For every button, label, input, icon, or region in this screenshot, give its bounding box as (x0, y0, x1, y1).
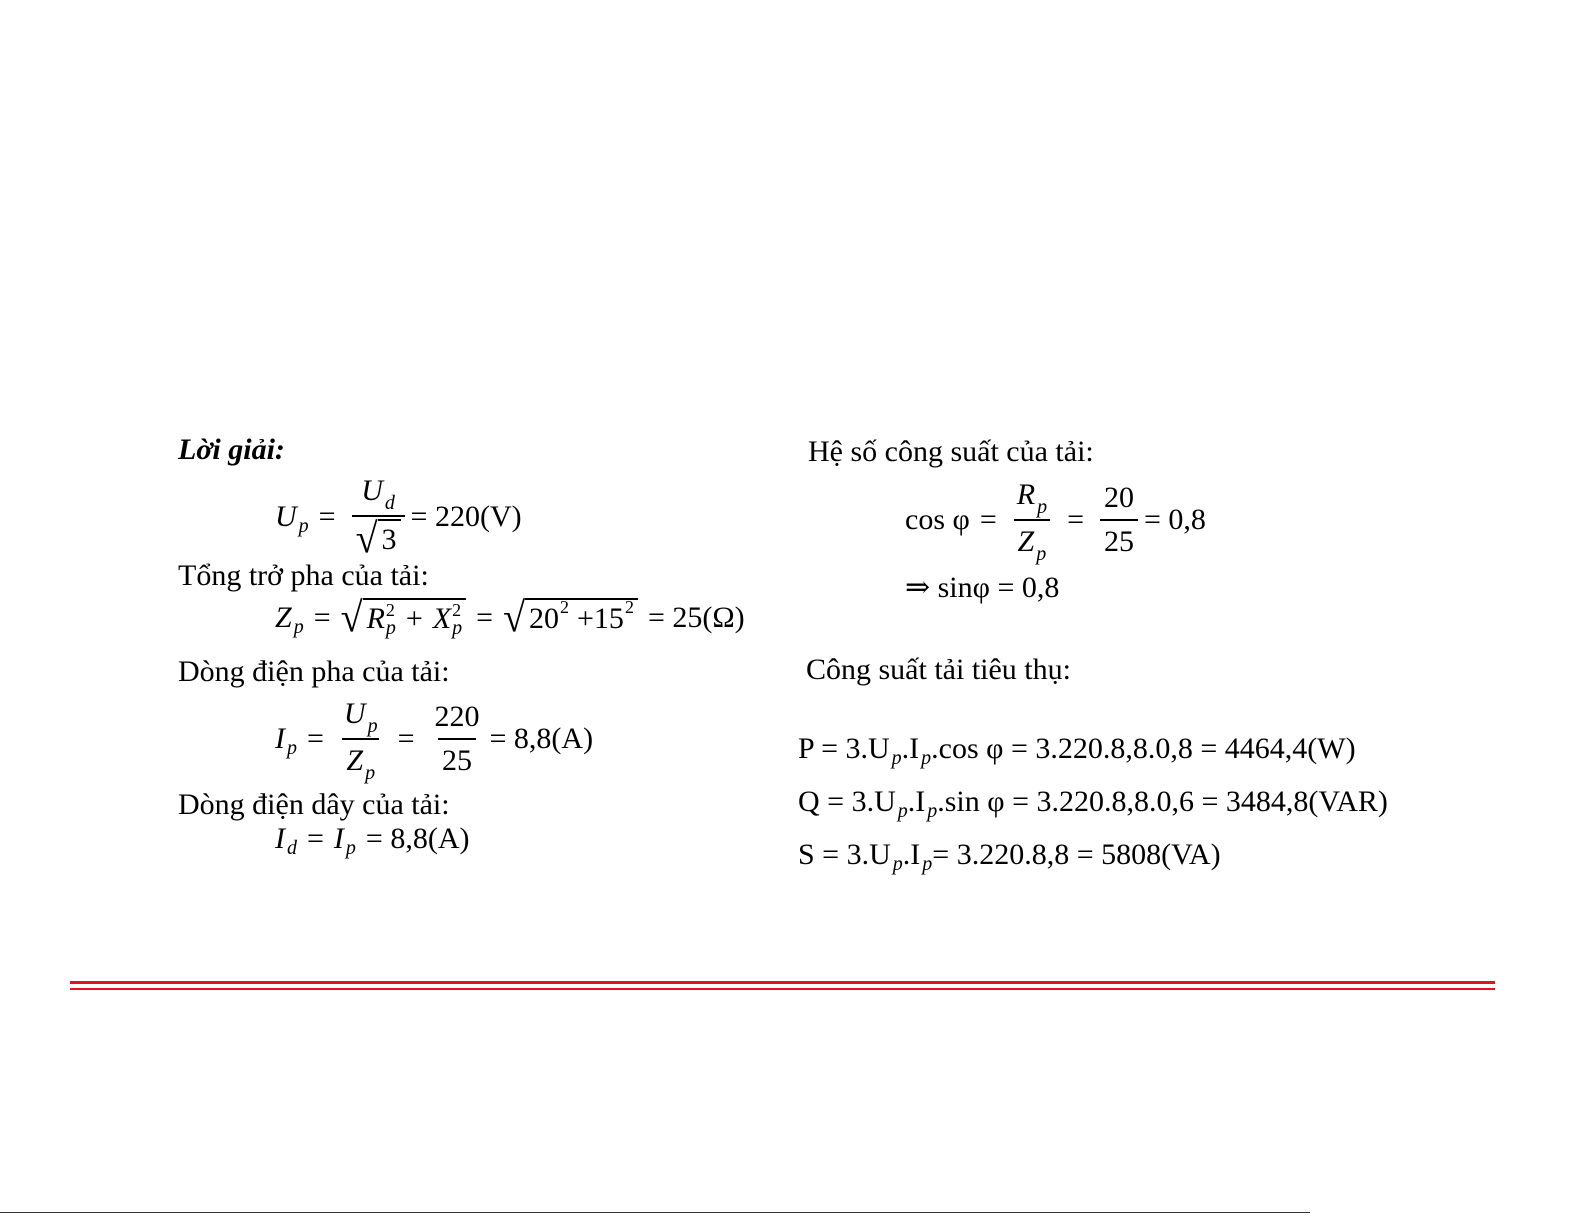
expression: .I (901, 732, 920, 765)
denominator: 25 (438, 738, 476, 780)
equation-active-power (798, 732, 1356, 769)
label-phase-current: Dòng điện pha của tải: (178, 655, 450, 688)
superscript: 2 (624, 596, 634, 617)
expression: .sin φ = 3.220.8,8.0,6 = 3484,8(VAR) (937, 785, 1388, 818)
subscript: p (385, 617, 396, 639)
numerator: 20 (1103, 481, 1134, 514)
result: = 0,8 (1143, 503, 1206, 536)
symbol-i: I (275, 822, 285, 855)
numerator: U (361, 474, 383, 507)
fraction (352, 472, 405, 562)
label-power: Công suất tải tiêu thụ: (806, 653, 1071, 686)
sqrt-icon: √ (503, 593, 526, 642)
expression: S = 3.U (798, 838, 891, 871)
expression: .I (907, 785, 926, 818)
expression: .cos φ = 3.220.8,8.0,8 = 4464,4(W) (931, 732, 1356, 765)
subscript: p (367, 715, 378, 737)
equation-phase-voltage: U p = U $_d$ √ 3 = 220(V) (275, 474, 522, 563)
symbol-z: Z (275, 601, 292, 634)
expression: Q = 3.U (798, 785, 896, 818)
symbol-u: U (275, 500, 297, 533)
subscript: d (384, 492, 395, 514)
result: = 8,8(A) (489, 722, 594, 755)
symbol-r: R (366, 602, 385, 635)
subscript: p (287, 736, 297, 759)
number: +15 (577, 602, 624, 635)
subscript: p (1036, 543, 1047, 565)
result: = 220(V) (410, 500, 522, 533)
solution-heading: Lời giải: (178, 433, 285, 466)
expression: P = 3.U (798, 732, 890, 765)
subscript: p (365, 762, 376, 784)
symbol-cos: cos φ (905, 503, 970, 536)
subscript: p (892, 852, 903, 875)
denominator: Z (1017, 525, 1035, 558)
symbol-i: I (333, 822, 344, 855)
numerator: R (1016, 478, 1036, 511)
subscript: p (293, 615, 304, 638)
denominator: 3 (378, 519, 401, 559)
equation-sin: ⇒ sinφ = 0,8 (905, 571, 1060, 604)
subscript: p (452, 617, 463, 639)
subscript: p (345, 836, 356, 859)
subscript: d (287, 836, 297, 859)
expression: .I (902, 838, 921, 871)
superscript: 2 (560, 596, 570, 617)
number: 20 (529, 602, 560, 635)
numerator: 220 (434, 700, 480, 733)
label-line-current: Dòng điện dây của tải: (178, 788, 450, 821)
subscript: p (298, 514, 309, 537)
equation-reactive-power (798, 785, 1388, 822)
symbol-i: I (275, 722, 285, 755)
symbol-x: X (432, 602, 452, 635)
equation-apparent-power (798, 838, 1221, 875)
bottom-rule (0, 1212, 1310, 1213)
result: = 8,8(A) (365, 822, 470, 855)
numerator: U (343, 697, 366, 730)
equation-power-factor: cos φ = $\frac{R _p}{Z _p}$ = $\frac{20}{25}$ = 0,8 (905, 478, 1206, 565)
denominator: 25 (1100, 519, 1138, 561)
subscript: p (897, 799, 908, 822)
plus: + (405, 602, 423, 635)
label-impedance: Tổng trở pha của tải: (178, 559, 429, 592)
equation-impedance: Z p = √ R 2 p + X 2 p = √ 20 2 +15 2 = 25(Ω) (275, 593, 745, 642)
sqrt-icon: √ (355, 514, 378, 563)
footer-divider-thin (70, 988, 1495, 990)
equation-line-current: I d = I p = 8,8(A) (275, 822, 470, 859)
result: = 25(Ω) (647, 601, 745, 634)
superscript: 2 (452, 600, 462, 620)
denominator: Z (346, 744, 364, 777)
subscript: p (921, 746, 932, 769)
sqrt-numbers (503, 593, 638, 642)
sqrt-icon: √ (340, 593, 363, 642)
label-power-factor: Hệ số công suất của tải: (808, 435, 1094, 468)
subscript: p (1037, 496, 1048, 518)
superscript: 2 (385, 600, 395, 620)
sqrt-rx (340, 593, 467, 642)
equation-phase-current: I p = $\frac{U _p}{Z _p}$ = $\frac{220}{25}$ = 8,8(A) (275, 697, 594, 784)
fraction (340, 695, 382, 783)
subscript: p (927, 799, 938, 822)
footer-divider-thick (70, 981, 1495, 984)
subscript: p (891, 746, 902, 769)
subscript: p (922, 852, 933, 875)
expression: = 3.220.8,8 = 5808(VA) (932, 838, 1221, 871)
fraction (1100, 479, 1138, 561)
fraction (431, 698, 484, 780)
fraction (1013, 476, 1051, 564)
